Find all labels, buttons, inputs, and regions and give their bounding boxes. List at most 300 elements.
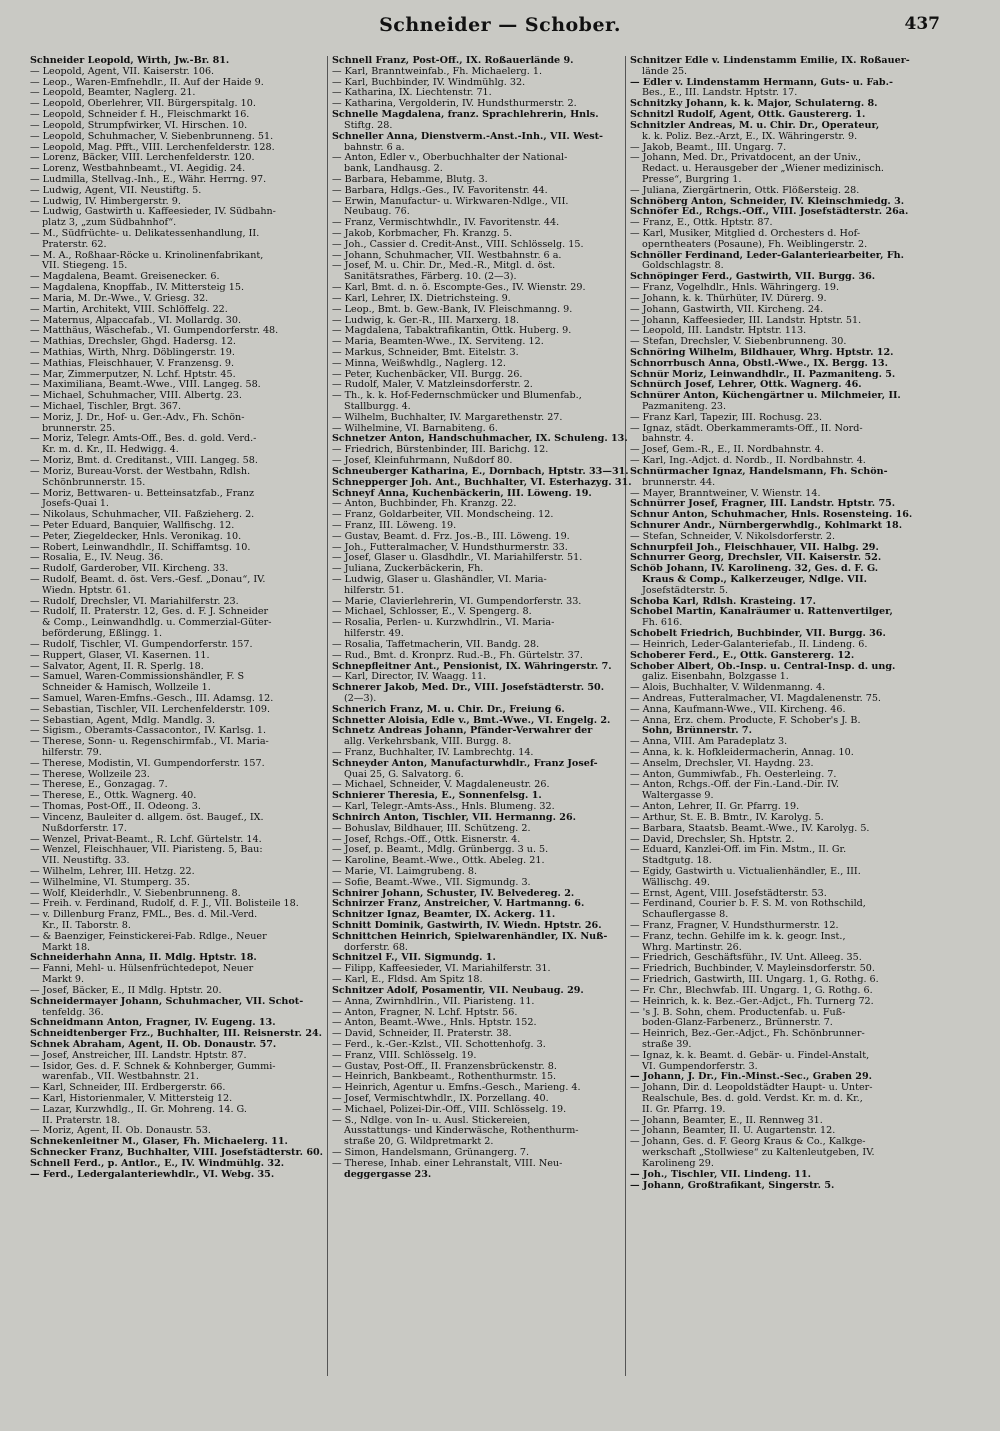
directory-entry-line: Neubaug. 76. [344, 207, 410, 218]
directory-entry-line: — Michael, Schneider, V. Magdaleneustr. 26. [332, 780, 550, 791]
directory-entry-line: — Edler v. Lindenstamm Hermann, Guts- u. Fab.- [630, 77, 893, 88]
directory-entry-line: deggergasse 23. [344, 1169, 432, 1180]
directory-entry-line: — Egidy, Gastwirth u. Victualienhändler, E., III. [630, 866, 861, 877]
directory-entry-line: — Simon, Handelsmann, Grünangerg. 7. [332, 1148, 530, 1159]
directory-entry-line: — Anna, Zwirnhdlrin., VII. Piaristeng. 11. [332, 996, 535, 1007]
directory-entry-line: Schnürch Josef, Lehrer, Ottk. Wagnerg. 46. [630, 380, 862, 391]
directory-entry-line: Stiftg. 28. [344, 120, 393, 131]
directory-entry-line: — Josef, p. Beamt., Mdlg. Grünbergg. 3 u. 5. [332, 845, 549, 856]
directory-entry-line: Sohn, Brünnerstr. 7. [642, 726, 752, 737]
directory-entry-line: — Johann, Kaffeesieder, III. Landstr. Hptstr. 51. [630, 315, 862, 326]
directory-entry-line: — Michael, Schuhmacher, VIII. Albertg. 23. [30, 391, 242, 402]
page-number: 437 [904, 14, 940, 34]
directory-entry-line: — Gustav, Post-Off., II. Franzensbrückenstr. 8. [332, 1061, 557, 1072]
directory-entry-line: — Rosalia, Perlen- u. Kurzwhdlrin., VI. Maria- [332, 618, 555, 629]
directory-entry-line: Schnerich Franz, M. u. Chir. Dr., Freiung 6. [332, 704, 565, 715]
directory-entry-line: — Leop., Waren-Emfnehdlr., II. Auf der Haide 9. [30, 77, 264, 88]
directory-entry-line: II. Praterstr. 18. [42, 1115, 121, 1126]
directory-entry-line: — Karl, E., Fldsd. Am Spitz 18. [332, 975, 483, 986]
directory-entry-line: — Mathias, Fleischhauer, V. Franzensg. 9. [30, 358, 235, 369]
directory-entry-line: Schnitzer Ignaz, Beamter, IX. Ackerg. 11. [332, 910, 556, 921]
directory-entry-line: — Heinrich, Leder-Galanteriefab., II. Lindeng. 6. [630, 639, 868, 650]
directory-entry-line: beförderung, Eßlingg. 1. [42, 629, 162, 640]
directory-entry-line: — Fanni, Mehl- u. Hülsenfrüchtedepot, Neuer [30, 964, 254, 975]
directory-entry-line: Schoberer Ferd., E., Ottk. Ganstererg. 12. [630, 650, 855, 661]
directory-entry-line: — Wilhelm, Buchhalter, IV. Margarethenstr. 27. [332, 412, 563, 423]
directory-entry-line: Bes., E., III. Landstr. Hptstr. 17. [642, 88, 798, 99]
directory-entry-line: — Michael, Schlosser, E., V. Spengerg. 8. [332, 607, 532, 618]
directory-entry-line: — Barbara, Hebamme, Blutg. 3. [332, 174, 488, 185]
directory-entry-line: Markt 9. [42, 975, 85, 986]
directory-entry-line: Kr. m. d. Kr., II. Hedwigg. 4. [42, 445, 179, 456]
directory-entry-line: — Mathias, Drechsler, Ghgd. Hadersg. 12. [30, 337, 236, 348]
directory-entry-line: — Johann, Gastwirth, VII. Kircheng. 24. [630, 304, 824, 315]
directory-entry-line: Schnell Ferd., p. Antlor., E., IV. Windmühlg. 32. [30, 1158, 285, 1169]
directory-entry-line: — v. Dillenburg Franz, FML., Bes. d. Mil.-Verd. [30, 910, 258, 921]
directory-entry-line: boden-Glanz-Farbenerz., Brünnerstr. 7. [642, 1018, 833, 1029]
directory-entry-line: Sanitätsrathes, Färberg. 10. (2—3). [344, 272, 517, 283]
directory-entry-line: Schneyf Anna, Kuchenbäckerin, III. Löweng. 19. [332, 488, 592, 499]
directory-entry-line: tenfeldg. 36. [42, 1007, 104, 1018]
directory-entry-line: — Anton, Edler v., Oberbuchhalter der National- [332, 153, 568, 164]
directory-entry-line: — Ludwig, Glaser u. Glashändler, VI. Maria- [332, 575, 547, 585]
directory-entry-line: hilferstr. 49. [344, 629, 404, 640]
directory-entry-line: — Therese, E., Gonzagag. 7. [30, 780, 168, 791]
directory-entry-line: Quai 25, G. Salvatorg. 6. [344, 769, 464, 780]
directory-entry-line: — Anton, Buchbinder, Fh. Kranzg. 22. [332, 499, 517, 510]
directory-entry-line: Schöb Johann, IV. Karolineng. 32, Ges. d. F. G. [630, 564, 879, 575]
directory-entry-line: — Freih. v. Ferdinand, Rudolf, d. F. J., VII. Bolisteile 18. [30, 899, 299, 910]
directory-entry-line: Schnelle Magdalena, franz. Sprachlehrerin, Hnls. [332, 110, 599, 121]
directory-entry-line: Schnirer Johann, Schuster, IV. Belvedereg. 2. [332, 888, 575, 899]
directory-entry-line: — Moriz, Bureau-Vorst. der Westbahn, Rdlsh. [30, 466, 251, 477]
directory-entry-line: — Fr. Chr., Blechwfab. III. Ungarg. 1, G. Rothg. 6. [630, 985, 873, 996]
directory-entry-line: — Marie, Clavierlehrerin, VI. Gumpendorferstr. 33. [332, 596, 582, 607]
directory-entry-line: Schneidtenberger Frz., Buchhalter, III. Reisnerstr. 24. [30, 1029, 323, 1040]
directory-entry-line: Schnürrer Josef, Fragner, III. Landstr. Hptstr. 75. [630, 499, 896, 510]
directory-entry-line: — Alois, Buchhalter, V. Wildenmanng. 4. [630, 683, 826, 694]
directory-entry-line: — Ferdinand, Courier b. F. S. M. von Rothschild, [630, 899, 866, 910]
directory-entry-line: — Karl, Buchbinder, IV. Windmühlg. 32. [332, 77, 526, 88]
directory-entry-line: — Minna, Weißwhdlg., Naglerg. 12. [332, 358, 506, 369]
directory-entry-line: — Rudolf, Garderober, VII. Kircheng. 33. [30, 564, 229, 575]
directory-entry-line: — Karl, Bmt. d. n. ö. Escompte-Ges., IV. Wienstr. 29. [332, 283, 586, 294]
directory-entry-line: — Matthäus, Wäschefab., VI. Gumpendorferstr. 48. [30, 326, 279, 337]
directory-entry-line: — Sebastian, Tischler, VII. Lerchenfelderstr. 109. [30, 704, 271, 715]
directory-entry-line: — David, Schneider, II. Praterstr. 38. [332, 1029, 512, 1040]
directory-entry-line: Schnöfer Ed., Rchgs.-Off., VIII. Josefstädterstr. 26a. [630, 207, 909, 218]
directory-entry-line: — Heinrich, k. k. Bez.-Ger.-Adjct., Fh. Turnerg 72. [630, 996, 874, 1007]
directory-entry-line: — Peter, Ziegeldecker, Hnls. Veronikag. 10. [30, 531, 242, 542]
directory-entry-line: — Anton, Fragner, N. Lchf. Hptstr. 56. [332, 1007, 518, 1018]
directory-entry-line: Schobelt Friedrich, Buchbinder, VII. Burgg. 36. [630, 629, 886, 640]
directory-entry-line: — Karl, Lehrer, IX. Dietrichsteing. 9. [332, 293, 511, 304]
directory-entry-line: Schnepperger Joh. Ant., Buchhalter, VI. Esterhazyg. 31. [332, 477, 632, 488]
directory-entry-line: Schönbrunnerstr. 15. [42, 477, 146, 488]
directory-entry-line: dorferstr. 68. [344, 942, 408, 953]
directory-entry-line: Schneyder Anton, Manufacturwhdlr., Franz Josef- [332, 758, 598, 769]
directory-entry-line: — Franz, Vogelhdlr., Hnls. Währingerg. 19. [630, 283, 840, 294]
directory-entry-line: Schnecker Franz, Buchhalter, VIII. Josefstädterstr. 60. [30, 1148, 324, 1159]
directory-entry-line: — Anna, k. k. Hofkleidermacherin, Annag. 10. [630, 748, 854, 758]
directory-entry-line: — Moriz, Telegr. Amts-Off., Bes. d. gold. Verd.- [30, 434, 257, 445]
directory-entry-line: Schneller Anna, Dienstverm.-Anst.-Inh., VII. West- [332, 131, 604, 142]
directory-entry-line: — M., Südfrüchte- u. Delikatessenhandlung, II. [30, 229, 260, 239]
directory-entry-line: brunnerstr. 44. [642, 477, 716, 488]
directory-entry-line: — Robert, Leinwandhdlr., II. Schiffamtsg. 10. [30, 542, 251, 553]
directory-entry-line: — Josef, Anstreicher, III. Landstr. Hptstr. 87. [30, 1050, 247, 1061]
directory-entry-line: — Ignaz, k. k. Beamt. d. Gebär- u. Findel-Anstalt, [630, 1050, 870, 1061]
directory-entry-line: Schnurpfeil Joh., Fleischhauer, VII. Halbg. 29. [630, 542, 879, 553]
directory-entry-line: — Therese, Wollzeile 23. [30, 769, 150, 780]
directory-entry-line: — Magdalena, Beamt. Greisenecker. 6. [30, 272, 220, 283]
column-right [630, 56, 930, 1396]
directory-entry-line: — Heinrich, Agentur u. Emfns.-Gesch., Marieng. 4. [332, 1083, 581, 1094]
directory-entry-line: — Andreas, Futteralmacher, VI. Magdalenenstr. 75. [630, 693, 881, 704]
directory-entry-line: — Karl, Branntweinfab., Fh. Michaelerg. 1. [332, 66, 543, 77]
directory-entry-line: Schnetz Andreas Johann, Pfänder-Verwahrer der [332, 726, 593, 737]
directory-entry-line: Schnurrer Georg, Drechsler, VII. Kaiserstr. 52. [630, 553, 882, 564]
directory-entry-line: — Karl, Historienmaler, V. Mittersteig 12. [30, 1094, 233, 1104]
directory-entry-line: bank, Landhausg. 2. [344, 164, 443, 175]
directory-entry-line: — Lorenz, Westbahnbeamt., VI. Aegidig. 24. [30, 164, 246, 175]
directory-entry-line: — Leopold, Oberlehrer, VII. Bürgerspitalg. 10. [30, 99, 256, 110]
directory-entry-line: Josefstädterstr. 5. [642, 585, 729, 596]
directory-entry-line: — Maximiliana, Beamt.-Wwe., VIII. Langeg. 58. [30, 380, 261, 391]
directory-entry-line: hilferstr. 79. [42, 748, 102, 758]
directory-entry-line: — Jakob, Beamt., III. Ungarg. 7. [630, 142, 787, 153]
directory-entry-line: — Samuel, Waren-Emfns.-Gesch., III. Adamsg. 12. [30, 693, 274, 704]
directory-entry-line: — Maria, Beamten-Wwe., IX. Serviteng. 12. [332, 337, 544, 348]
directory-entry-line: — Josef, Gem.-R., E., II. Nordbahnstr. 4. [630, 445, 824, 456]
directory-entry-line: — Mayer, Branntweiner, V. Wienstr. 14. [630, 488, 821, 499]
directory-entry-line: — Magdalena, Knopffab., IV. Mittersteig 15. [30, 283, 244, 294]
directory-entry-line: Schnirzer Franz, Anstreicher, V. Hartmanng. 6. [332, 899, 585, 910]
directory-entry-line: — Erwin, Manufactur- u. Wirkwaren-Ndlge., VII. [332, 196, 569, 207]
directory-entry-line: Karolineng 29. [642, 1158, 714, 1169]
directory-entry-line: — Wenzel, Privat-Beamt., R. Lchf. Gürtelstr. 14. [30, 834, 262, 845]
directory-entry-line: — Joh., Tischler, VII. Lindeng. 11. [630, 1169, 811, 1180]
directory-entry-line: — Arthur, St. E. B. Bmtr., IV. Karolyg. 5. [630, 812, 824, 823]
directory-entry-line: — Karl, Ing.-Adjct. d. Nordb., II. Nordbahnstr. 4. [630, 456, 866, 467]
directory-entry-line: (2—3). [344, 693, 377, 704]
directory-entry-line: — Ignaz, städt. Oberkammeramts-Off., II. Nord- [630, 423, 863, 434]
directory-entry-line: Schnerer Jakob, Med. Dr., VIII. Josefstädterstr. 50. [332, 683, 605, 694]
directory-entry-line: — Franz, techn. Gehilfe im k. k. geogr. Inst., [630, 931, 846, 942]
directory-entry-line: II. Gr. Pfarrg. 19. [642, 1104, 726, 1115]
directory-entry-line: — Thomas, Post-Off., II. Odeong. 3. [30, 802, 201, 813]
directory-entry-line: VII. Neustiftg. 33. [42, 856, 130, 867]
directory-entry-line: — Moriz, J. Dr., Hof- u. Ger.-Adv., Fh. Schön- [30, 412, 245, 423]
directory-entry-line: — Michael, Polizei-Dir.-Off., VIII. Schlösselg. 19. [332, 1104, 567, 1115]
directory-entry-line: Schnittchen Heinrich, Spielwarenhändler, IX. Nuß- [332, 931, 608, 942]
directory-entry-line: Schnitzer Edle v. Lindenstamm Emilie, IX. Roßauer- [630, 56, 910, 66]
directory-entry-line: Schnorrbusch Anna, Obstl.-Wwe., IX. Bergg. 13. [630, 358, 888, 369]
directory-entry-line: — Josef, Kleinfuhrmann, Nußdorf 80. [332, 456, 513, 467]
directory-entry-line: — Ludwig, Agent, VII. Neustiftg. 5. [30, 185, 202, 196]
directory-entry-line: — Rudolf, Tischler, VI. Gumpendorferstr. 157. [30, 639, 253, 650]
directory-entry-line: k. k. Poliz. Bez.-Arzt, E., IX. Währingerstr. 9. [642, 131, 858, 142]
directory-entry-line: — Leop., Bmt. b. Gew.-Bank, IV. Fleischmanng. 9. [332, 304, 573, 315]
directory-entry-line: — Maternus, Alpaccafab., VI. Mollardg. 30. [30, 315, 242, 326]
directory-entry-line: — Wenzel, Fleischhauer, VII. Piaristeng. 5, Bau: [30, 845, 263, 856]
directory-entry-line: — Heinrich, Bankbeamt., Rothenthurmstr. 15. [332, 1072, 557, 1083]
directory-entry-line: Schnek Abraham, Agent, II. Ob. Donaustr. 57. [30, 1039, 277, 1050]
directory-entry-line: — Nikolaus, Schuhmacher, VII. Faßzieherg. 2. [30, 510, 255, 521]
directory-entry-line: — Franz, Buchhalter, IV. Lambrechtg. 14. [332, 748, 534, 758]
directory-entry-line: Schneuberger Katharina, E., Dornbach, Hptstr. 33—31. [332, 466, 629, 477]
directory-entry-line: — Juliana, Zuckerbäckerin, Fh. [332, 564, 484, 575]
directory-entry-line: — Filipp, Kaffeesieder, VI. Mariahilferstr. 31. [332, 964, 551, 975]
directory-entry-line: allg. Verkehrsbank, VIII. Burgg. 8. [344, 737, 512, 748]
directory-entry-line: Schnur Anton, Schuhmacher, Hnls. Rosensteing. 16. [630, 510, 913, 521]
directory-entry-line: — Marie, VI. Laimgrubeng. 8. [332, 866, 477, 877]
directory-entry-line: — Mar, Zimmerputzer, N. Lchf. Hptstr. 45. [30, 369, 236, 380]
directory-entry-line: — Katharina, IX. Liechtenstr. 71. [332, 88, 492, 99]
directory-entry-line: — Wilhelmine, VI. Barnabiteng. 6. [332, 423, 498, 434]
directory-entry-line: — Eduard, Kanzlei-Off. im Fin. Mstm., II. Gr. [630, 845, 847, 856]
directory-entry-line: Schnetter Aloisia, Edle v., Bmt.-Wwe., VI. Engelg. 2. [332, 715, 611, 726]
directory-entry-line: — Therese, Modistin, VI. Gumpendorferstr. 157. [30, 758, 265, 769]
directory-entry-line: — Friedrich, Buchbinder, V. Mayleinsdorferstr. 50. [630, 964, 875, 975]
directory-entry-line: — Franz, Vermischtwhdlr., IV. Favoritenstr. 44. [332, 218, 560, 229]
directory-entry-line: Schauflergasse 8. [642, 910, 729, 921]
directory-entry-line: — Johann, Beamter, E., II. Rennweg 31. [630, 1115, 823, 1126]
directory-entry-line: Schnirch Anton, Tischler, VII. Hermanng. 26. [332, 812, 576, 823]
directory-entry-line: operntheaters (Posaune), Fh. Weiblingerstr. 2. [642, 239, 868, 250]
directory-entry-line: — Leopold, Schuhmacher, V. Siebenbrunneng. 51. [30, 131, 274, 142]
directory-entry-line: Redact. u. Herausgeber der „Wiener medizinisch. [642, 164, 884, 175]
directory-entry-line: — Karoline, Beamt.-Wwe., Ottk. Abeleg. 21. [332, 856, 545, 867]
directory-entry-line: — Rosalia, Taffetmacherin, VII. Bandg. 28. [332, 639, 540, 650]
directory-entry-line: — Ludwig, k. Ger.-R., III. Marxerg. 18. [332, 315, 520, 326]
directory-entry-line: Stallburgg. 4. [344, 402, 411, 412]
directory-entry-line: Schnitzler Andreas, M. u. Chir. Dr., Operateur, [630, 120, 880, 131]
directory-entry-line: — Therese, E., Ottk. Wagnerg. 40. [30, 791, 197, 802]
directory-entry-line: Waltergasse 9. [642, 791, 714, 802]
directory-entry-line: — Leopold, Agent, VII. Kaiserstr. 106. [30, 66, 215, 77]
directory-entry-line: — Peter Eduard, Banquier, Wallfischg. 12. [30, 520, 235, 531]
directory-entry-line: Kraus & Comp., Kalkerzeuger, Ndlge. VII. [642, 575, 867, 585]
directory-entry-line: — Moriz, Bettwaren- u. Betteinsatzfab., Franz [30, 488, 255, 499]
directory-entry-line: Schnitt Dominik, Gastwirth, IV. Wiedn. Hptstr. 26. [332, 921, 602, 931]
directory-entry-line: Schober Albert, Ob.-Insp. u. Central-Insp. d. ung. [630, 661, 896, 672]
directory-entry-line: — Leopold, Mag. Pfft., VIII. Lerchenfelderstr. 128. [30, 142, 275, 153]
directory-entry-line: — Moriz, Bmt. d. Creditanst., VIII. Langeg. 58. [30, 456, 258, 467]
directory-entry-line: — Friedrich, Geschäftsführ., IV. Unt. Alleeg. 35. [630, 953, 862, 964]
directory-entry-line: — Karl, Musiker, Mitglied d. Orchesters d. Hof- [630, 229, 861, 239]
directory-entry-line: platz 3, „zum Südbahnhof“. [42, 218, 177, 229]
directory-entry-line: — Peter, Kuchenbäcker, VII. Burgg. 26. [332, 369, 523, 380]
directory-entry-line: — Lazar, Kurzwhdlg., II. Gr. Mohreng. 14. G. [30, 1104, 247, 1115]
directory-entry-line: — Ferd., Ledergalanteriewhdlr., VI. Webg. 35. [30, 1169, 275, 1180]
directory-entry-line: — Leopold, Beamter, Naglerg. 21. [30, 88, 196, 99]
directory-entry-line: — Franz, Fragner, V. Hundsthurmerstr. 12. [630, 921, 839, 931]
directory-entry-line: lände 25. [642, 66, 688, 77]
directory-entry-line: — Th., k. k. Hof-Federnschmücker und Blumenfab., [332, 391, 582, 402]
directory-entry-line: — Franz Karl, Tapezir, III. Rochusg. 23. [630, 412, 823, 423]
directory-entry-line: — Franz, III. Löweng. 19. [332, 520, 457, 531]
directory-entry-line: — Ludwig, Gastwirth u. Kaffeesieder, IV. Südbahn- [30, 207, 276, 218]
directory-entry-line: galiz. Eisenbahn, Bolzgasse 1. [642, 672, 789, 683]
directory-entry-line: Schnöpinger Ferd., Gastwirth, VII. Burgg. 36. [630, 272, 876, 283]
directory-entry-line: — Lorenz, Bäcker, VIII. Lerchenfelderstr. 120. [30, 153, 255, 164]
directory-entry-line: Schobel Martin, Kanalräumer u. Rattenvertilger, [630, 607, 893, 618]
directory-entry-line: — Josef, Glaser u. Glasdhdlr., VI. Mariahilferstr. 51. [332, 553, 583, 564]
directory-entry-line: Schnepfleitner Ant., Pensionist, IX. Währingerstr. 7. [332, 661, 612, 672]
directory-entry-line: — Josef, Vermischtwhdlr., IX. Porzellang. 40. [332, 1094, 549, 1104]
directory-entry-line: — Franz, E., Ottk. Hptstr. 87. [630, 218, 773, 229]
directory-entry-line: — Josef, M. u. Chir. Dr., Med.-R., Mitgl. d. öst. [332, 261, 556, 272]
directory-entry-line: Schnell Franz, Post-Off., IX. Roßauerlände 9. [332, 56, 574, 66]
directory-entry-line: — Salvator, Agent, II. R. Sperlg. 18. [30, 661, 204, 672]
directory-entry-line: — Magdalena, Tabaktrafikantin, Ottk. Huberg. 9. [332, 326, 572, 337]
directory-entry-line: — 's J. B. Sohn, chem. Productenfab. u. Fuß- [630, 1007, 846, 1018]
directory-entry-line: Schnöberg Anton, Schneider, IV. Kleinschmiedg. 3. [630, 196, 905, 207]
directory-entry-line: Praterstr. 62. [42, 239, 107, 250]
directory-entry-line: — Bohuslav, Bildhauer, III. Schützeng. 2. [332, 823, 531, 834]
directory-entry-line: — Josef, Rchgs.-Off., Ottk. Eisnerstr. 4. [332, 834, 521, 845]
directory-entry-line: — Martin, Architekt, VIII. Schlöffelg. 22. [30, 304, 228, 315]
directory-entry-line: — Johann, Med. Dr., Privatdocent, an der Univ., [630, 153, 862, 164]
directory-entry-line: — Heinrich, Bez.-Ger.-Adjct., Fh. Schönbrunner- [630, 1029, 865, 1040]
directory-entry-line: Schnurer Andr., Nürnbergerwhdlg., Kohlmarkt 18. [630, 520, 903, 531]
directory-entry-line: — Karl, Schneider, III. Erdbergerstr. 66. [30, 1083, 226, 1094]
directory-entry-line: — Johann, Ges. d. F. Georg Kraus & Co., Kalkge- [630, 1137, 866, 1148]
directory-entry-line: — Michael, Tischler, Brgt. 367. [30, 402, 182, 412]
directory-entry-line: Schneiderhahn Anna, II. Mdlg. Hptstr. 18. [30, 953, 257, 964]
directory-entry-line: — Karl, Director, IV. Waagg. 11. [332, 672, 487, 683]
directory-entry-line: Schnitzky Johann, k. k. Major, Schulaterng. 8. [630, 99, 878, 110]
directory-entry-line: Josefs-Quai 1. [42, 499, 109, 510]
directory-entry-line: — Anna, Kaufmann-Wwe., VII. Kircheng. 46. [630, 704, 846, 715]
directory-entry-line: — Barbara, Staatsb. Beamt.-Wwe., IV. Karolyg. 5. [630, 823, 870, 834]
directory-entry-line: Schnürer Anton, Küchengärtner u. Milchmeier, II. [630, 391, 901, 402]
directory-entry-line: Schoba Karl, Rdlsh. Krasteing. 17. [630, 596, 816, 607]
directory-entry-line: — Anton, Lehrer, II. Gr. Pfarrg. 19. [630, 802, 800, 813]
directory-entry-line: — Katharina, Vergolderin, IV. Hundsthurmerstr. 2. [332, 99, 577, 110]
directory-entry-line: — Jakob, Korbmacher, Fh. Kranzg. 5. [332, 229, 513, 239]
directory-entry-line: — Wolf, Kleiderhdlr., V. Siebenbrunneng. 8. [30, 888, 241, 899]
directory-entry-line: Schnetzer Anton, Handschuhmacher, IX. Schuleng. 13. [332, 434, 628, 445]
directory-entry-line: — Ludmilla, Stellvag.-Inh., E., Währ. Herrng. 97. [30, 174, 267, 185]
directory-entry-line: — Sigism., Oberamts-Cassacontor., IV. Karlsg. 1. [30, 726, 267, 737]
directory-entry-line: — Wilhelm, Lehrer, III. Hetzg. 22. [30, 866, 195, 877]
directory-entry-line: Schnöring Wilhelm, Bildhauer, Whrg. Hptstr. 12. [630, 347, 894, 358]
directory-entry-line: — Barbara, Hdlgs.-Ges., IV. Favoritenstr. 44. [332, 185, 548, 196]
directory-entry-line: — Rudolf, Beamt. d. öst. Vers.-Gesf. „Donau“, IV. [30, 575, 266, 585]
directory-entry-line: — Stefan, Drechsler, V. Siebenbrunneng. 30. [630, 337, 847, 348]
directory-entry-line: — Samuel, Waren-Commissionshändler, F. S [30, 672, 245, 683]
directory-entry-line: Schneidmann Anton, Fragner, IV. Eugeng. 13. [30, 1018, 276, 1029]
directory-entry-line: brunnerstr. 25. [42, 423, 116, 434]
directory-entry-line: Schneider & Hamisch, Wollzeile 1. [42, 683, 211, 694]
directory-entry-line: Schnitzel F., VII. Sigmundg. 1. [332, 953, 496, 964]
directory-entry-line: — Johann, Dir. d. Leopoldstädter Haupt- u. Unter- [630, 1083, 873, 1094]
directory-entry-line: werkschaft „Stollwiese“ zu Kaltenleutgeben, IV. [642, 1148, 875, 1159]
directory-entry-line: straße 20, G. Wildpretmarkt 2. [344, 1137, 494, 1148]
directory-entry-line: — Franz, Goldarbeiter, VII. Mondscheing. 12. [332, 510, 554, 521]
directory-entry-line: Pazmaniteng. 23. [642, 402, 727, 412]
directory-entry-line: — M. A., Roßhaar-Röcke u. Krinolinenfabrikant, [30, 250, 264, 261]
directory-entry-line: VII. Stiegeng. 15. [42, 261, 128, 272]
directory-entry-line: Schnür Moriz, Leinwandhdlr., II. Pazmaniteng. 5. [630, 369, 896, 380]
directory-entry-line: — Johann, Schuhmacher, VII. Westbahnstr. 6 a. [332, 250, 562, 261]
directory-entry-line: Wiedn. Hptstr. 61. [42, 585, 131, 596]
directory-entry-line: — Johann, J. Dr., Fin.-Minst.-Sec., Graben 29. [630, 1072, 873, 1083]
running-title: Schneider — Schober. [379, 14, 621, 36]
directory-entry-line: — Wilhelmine, VI. Stumperg. 35. [30, 877, 190, 888]
directory-entry-line: — Leopold, III. Landstr. Hptstr. 113. [630, 326, 807, 337]
directory-entry-line: — Johann, k. k. Thürhüter, IV. Dürerg. 9. [630, 293, 827, 304]
directory-entry-line: — Therese, Inhab. einer Lehranstalt, VIII. Neu- [332, 1158, 563, 1169]
directory-entry-line: Whrg. Martinstr. 26. [642, 942, 742, 953]
directory-entry-line: — Karl, Telegr.-Amts-Ass., Hnls. Blumeng. 32. [332, 802, 555, 813]
directory-entry-line: Markt 18. [42, 942, 91, 953]
directory-entry-line: — Ludwig, IV. Himbergerstr. 9. [30, 196, 181, 207]
directory-entry-line: Schneidermayer Johann, Schuhmacher, VII. Schot- [30, 996, 304, 1007]
directory-entry-line: — Anselm, Drechsler, VI. Haydng. 23. [630, 758, 814, 769]
directory-entry-line: Schnöller Ferdinand, Leder-Galanteriearbeiter, Fh. [630, 250, 904, 261]
directory-entry-line: — Josef, Bäcker, E., II Mdlg. Hptstr. 20. [30, 985, 222, 996]
directory-entry-line: — Ruppert, Glaser, VI. Kasernen. 11. [30, 650, 210, 661]
directory-entry-line: Ausstattungs- und Kinderwäsche, Rothenthurm- [344, 1126, 579, 1137]
directory-entry-line: — Johann, Großtrafikant, Singerstr. 5. [630, 1180, 835, 1191]
directory-entry-line: Goldschlagstr. 8. [642, 261, 724, 272]
directory-entry-line: Stadtgutg. 18. [642, 856, 712, 867]
directory-entry-line: — Ferd., k.-Ger.-Kzlst., VII. Schottenhofg. 3. [332, 1039, 546, 1050]
directory-entry-line: — Rudolf, II. Praterstr. 12, Ges. d. F. J. Schneider [30, 607, 269, 618]
directory-entry-line: — & Baenziger, Feinstickerei-Fab. Rdlge., Neuer [30, 931, 267, 942]
directory-entry-line: warenfab., VII. Westbahnstr. 21. [42, 1072, 199, 1083]
directory-entry-line: — Markus, Schneider, Bmt. Eitelstr. 3. [332, 347, 519, 358]
directory-entry-line: — Isidor, Ges. d. F. Schnek & Kohnberger, Gummi- [30, 1061, 276, 1072]
directory-entry-line: — Joh., Cassier d. Credit-Anst., VIII. Schlösselg. 15. [332, 239, 584, 250]
directory-entry-line: — Joh., Futteralmacher, V. Hundsthurmerstr. 33. [332, 542, 568, 553]
directory-entry-line: — Rudolf, Drechsler, VI. Mariahilferstr. 23. [30, 596, 239, 607]
directory-entry-line: — Moriz, Agent, II. Ob. Donaustr. 53. [30, 1126, 211, 1137]
directory-entry-line: — Anna, Erz. chem. Producte, F. Schober's J. B. [630, 715, 861, 726]
column-left [30, 56, 330, 1396]
directory-entry-line: Nußdorferstr. 17. [42, 823, 127, 834]
directory-entry-line: — Therese, Sonn- u. Regenschirmfab., VI. Maria- [30, 737, 269, 748]
directory-entry-line: — Juliana, Ziergärtnerin, Ottk. Flößersteig. 28. [630, 185, 860, 196]
directory-entry-line: Presse“, Burgring 1. [642, 174, 742, 185]
directory-entry-line: — Maria, M. Dr.-Wwe., V. Griesg. 32. [30, 293, 209, 304]
directory-entry-line: Fh. 616. [642, 618, 683, 629]
directory-entry-line: — Mathias, Wirth, Nhrg. Döblingerstr. 19. [30, 347, 235, 358]
directory-entry-line: — Rosalia, E., IV. Neug. 36. [30, 553, 164, 564]
directory-entry-line: Schneider Leopold, Wirth, Jw.-Br. 81. [30, 56, 230, 66]
directory-entry-line: — Stefan, Schneider, V. Nikolsdorferstr. 2. [630, 531, 836, 542]
directory-entry-line: — Anton, Rchgs.-Off. der Fin.-Land.-Dir. IV. [630, 780, 840, 791]
directory-entry-line: Wällischg. 49. [642, 877, 710, 888]
page-header [0, 14, 1000, 42]
directory-entry-line: — Franz, VIII. Schlösselg. 19. [332, 1050, 477, 1061]
directory-entry-line: — Leopold, Strumpfwirker, VI. Hirschen. 10. [30, 120, 248, 131]
directory-entry-line: — David, Drechsler, Sh. Hptstr. 2. [630, 834, 795, 845]
directory-entry-line: bahnstr. 4. [642, 434, 694, 445]
directory-entry-line: VI. Gumpendorferstr. 3. [642, 1061, 758, 1072]
directory-entry-line: — Gustav, Beamt. d. Frz. Jos.-B., III. Löweng. 19. [332, 531, 570, 542]
directory-entry-line: — Sebastian, Agent, Mdlg. Mandlg. 3. [30, 715, 216, 726]
directory-entry-line: — Sofie, Beamt.-Wwe., VII. Sigmundg. 3. [332, 877, 531, 888]
directory-entry-line: — Rud., Bmt. d. Kronprz. Rud.-B., Fh. Gürtelstr. 37. [332, 650, 583, 661]
directory-entry-line: hilferstr. 51. [344, 585, 404, 596]
directory-entry-line: bahnstr. 6 a. [344, 142, 405, 153]
directory-entry-line: — Friedrich, Gastwirth, III. Ungarg. 1, G. Rothg. 6. [630, 975, 879, 986]
directory-entry-line: Schnitzer Adolf, Posamentir, VII. Neubaug. 29. [332, 985, 584, 996]
